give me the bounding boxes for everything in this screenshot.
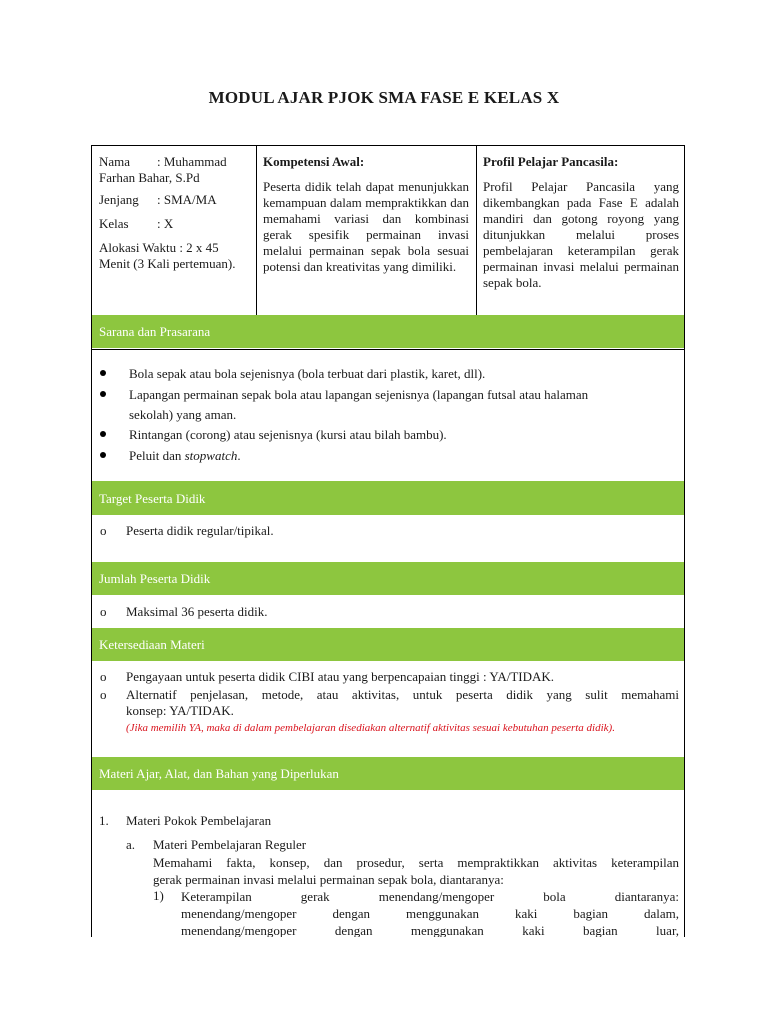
module-table: [91, 145, 685, 937]
circle-bullet-icon: o: [100, 604, 107, 619]
kelas-label: Kelas: [99, 216, 129, 231]
ketersediaan-item: Pengayaan untuk peserta didik CIBI atau yang berpencapaian tinggi : YA/TIDAK.: [126, 669, 555, 684]
circle-bullet-icon: o: [100, 523, 107, 538]
nama-label: Nama: [99, 154, 131, 169]
bullet-icon: [100, 431, 106, 437]
materi-header: Materi Ajar, Alat, dan Bahan yang Diperlukan: [92, 757, 685, 790]
jenjang-value: : SMA/MA: [157, 192, 217, 207]
kelas-row: [99, 216, 249, 232]
alokasi-waktu: Alokasi Waktu : 2 x 45 Menit (3 Kali pertemuan).: [99, 240, 236, 271]
divider: [92, 349, 685, 350]
jumlah-item: Maksimal 36 peserta didik.: [126, 604, 268, 619]
profil-text: Profil Pelajar Pancasila yang dikembangkan pada Fase E adalah mandiri dan gotong royong yang ditunjukkan melalui proses pembelajaran keterampilan gerak permainan invasi melalui permainan sepak bola.: [483, 179, 679, 290]
circle-bullet-icon: o: [100, 669, 107, 684]
nama-row: [99, 154, 249, 186]
kompetensi-cell: [263, 154, 469, 275]
materi-paragraph: [153, 854, 679, 888]
jenjang-row: [99, 192, 249, 208]
circle-bullet-icon: o: [100, 687, 107, 702]
text-line: konsep: YA/TIDAK.: [126, 703, 234, 718]
list-item: Rintangan (corong) atau sejenisnya (kursi atau bilah bambu).: [129, 427, 447, 442]
bullet-icon: [100, 391, 106, 397]
profil-cell: [483, 154, 679, 291]
page-title: MODUL AJAR PJOK SMA FASE E KELAS X: [208, 88, 560, 107]
target-header: Target Peserta Didik: [92, 481, 685, 515]
nama-value: : Muhammad Farhan Bahar, S.Pd: [99, 154, 227, 185]
column-divider: [476, 146, 477, 316]
list-item-continuation: sekolah) yang aman.: [129, 407, 237, 422]
list-item: [129, 446, 669, 466]
ketersediaan-note: (Jika memilih YA, maka di dalam pembelajaran disediakan alternatif aktivitas sesuai kebutuhan peserta didik).: [126, 722, 615, 734]
list-number: 1.: [99, 813, 109, 828]
materi-subitem: Materi Pembelajaran Reguler: [153, 837, 307, 852]
list-item: Lapangan permainan sepak bola atau lapangan sejenisnya (lapangan futsal atau halaman: [129, 387, 589, 402]
profil-heading: Profil Pelajar Pancasila:: [483, 154, 619, 169]
jumlah-header: Jumlah Peserta Didik: [92, 562, 685, 595]
text-line: menendang/mengoper dengan menggunakan kaki bagian luar,: [181, 923, 679, 937]
bullet-icon: [100, 370, 106, 376]
kompetensi-text: Peserta didik telah dapat menunjukkan kemampuan dalam mempraktikkan dan memahami variasi dan kombinasi gerak spesifik permainan invasi melalui permainan sepak bola sesuai potensi dan kreativitas yang dimiliki.: [263, 179, 469, 274]
text-line: Keterampilan gerak menendang/mengoper bola diantaranya:: [181, 889, 679, 904]
ketersediaan-item: [126, 687, 679, 719]
kompetensi-heading: Kompetensi Awal:: [263, 154, 365, 169]
text: .: [237, 448, 241, 463]
column-divider: [256, 146, 257, 316]
list-letter: a.: [126, 837, 136, 852]
text-line: Memahami fakta, konsep, dan prosedur, serta mempraktikkan aktivitas keterampilan: [153, 855, 679, 870]
list-number: 1): [153, 888, 164, 903]
jenjang-label: Jenjang: [99, 192, 139, 207]
target-item: Peserta didik regular/tipikal.: [126, 523, 274, 538]
list-item: Bola sepak atau bola sejenisnya (bola terbuat dari plastik, karet, dll).: [129, 366, 486, 381]
ketersediaan-header: Ketersediaan Materi: [92, 628, 685, 661]
info-cell: [99, 154, 249, 272]
text-line: gerak permainan invasi melalui permainan sepak bola, diantaranya:: [153, 872, 504, 887]
materi-item: Materi Pokok Pembelajaran: [126, 813, 272, 828]
text-line: Alternatif penjelasan, metode, atau aktivitas, untuk peserta didik yang sulit memahami: [126, 687, 679, 702]
text-italic: stopwatch: [184, 448, 238, 463]
bullet-icon: [100, 452, 106, 458]
kelas-value: : X: [157, 216, 174, 231]
sarana-header: Sarana dan Prasarana: [92, 315, 685, 348]
materi-subsubitem: [181, 888, 679, 937]
text-line: menendang/mengoper dengan menggunakan kaki bagian dalam,: [181, 906, 679, 921]
text: Peluit dan: [129, 448, 185, 463]
